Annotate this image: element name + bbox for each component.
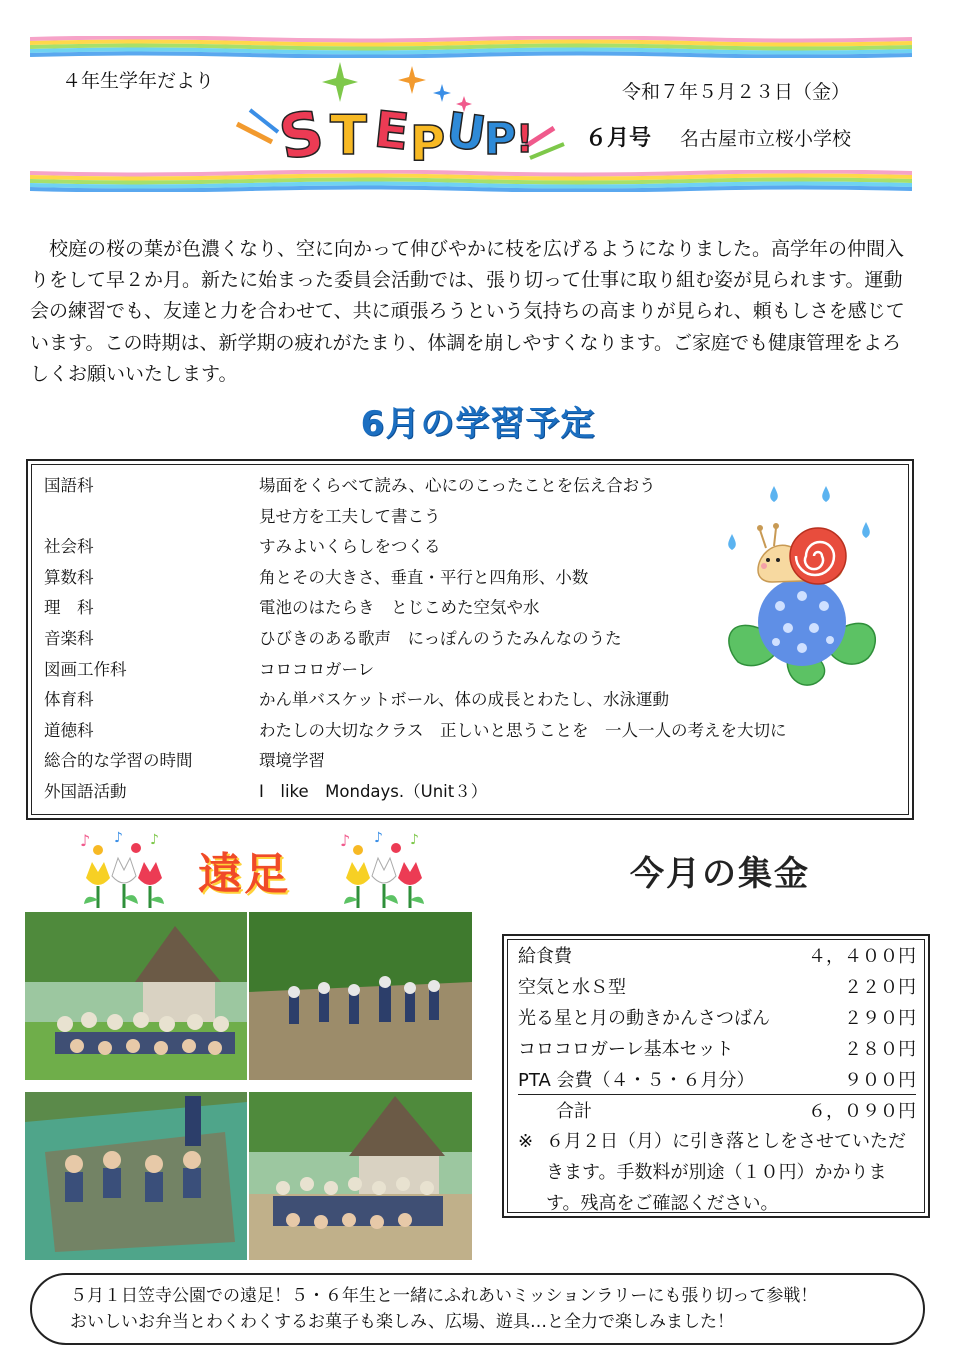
- schedule-subject: 図画工作科: [44, 659, 127, 679]
- fee-item: [518, 973, 916, 1003]
- issue-number: ６月号: [585, 126, 652, 151]
- schedule-content: 電池のはたらき とじこめた空気や水: [259, 598, 540, 618]
- tulip-decoration-right: [336, 828, 436, 910]
- caption-line-2: おいしいお弁当とわくわくするお菓子も楽しみ、広場、遊具…と全力で楽しみました！: [70, 1312, 735, 1332]
- intro-paragraph: [30, 234, 910, 390]
- svg-text:P: P: [484, 114, 517, 165]
- intro-text: 校庭の桜の葉が色濃くなり、空に向かって伸びやかに枝を広げるようになりました。高学年の仲間入りをして早２か月。新たに始まった委員会活動では、張り切って仕事に取り組む姿が見られます。運動会の練習でも、友達と力を合わせて、共に頑張ろうという気持ちの高まりが見られ、頼もしさを感じています。この時期は、新学期の疲れがたまり、体調を崩しやすくなります。ご家庭でも健康管理をよろしくお願いいたします。: [30, 238, 905, 385]
- svg-text:T: T: [330, 104, 367, 167]
- snail-hydrangea-illustration: [718, 482, 888, 692]
- rainbow-stripe-top: [30, 36, 912, 58]
- schedule-subject: 理 科: [44, 598, 94, 618]
- grade-newsletter-title: ４年生学年だより: [62, 70, 215, 92]
- excursion-photo-1: [25, 912, 247, 1080]
- schedule-subject: 社会科: [44, 537, 94, 557]
- schedule-content: かん単バスケットボール、体の成長とわたし、水泳運動: [259, 690, 670, 710]
- caption-line-1: ５月１日笠寺公園での遠足！５・６年生と一緒にふれあいミッションラリーにも張り切って参戦！: [70, 1286, 818, 1306]
- schedule-content: 環境学習: [259, 751, 325, 771]
- fee-item-amount: ４，４００円: [808, 946, 916, 967]
- svg-text:!: !: [516, 117, 534, 161]
- excursion-photo-3: [25, 1092, 247, 1260]
- step-up-logo: [232, 56, 572, 174]
- fee-item-amount: ２９０円: [844, 1008, 916, 1029]
- excursion-photo-4: [249, 1092, 472, 1260]
- schedule-subject: 音楽科: [44, 629, 94, 648]
- schedule-subject: 道徳科: [44, 720, 94, 740]
- fee-item: [518, 1066, 916, 1095]
- fees-box: [502, 934, 930, 1218]
- svg-text:♪: ♪: [114, 830, 123, 846]
- fee-item-name: コロコロガーレ基本セット: [518, 1039, 734, 1060]
- fee-item: [518, 942, 916, 972]
- note-text: ６月２日（月）に引き落としをさせていただきます。手数料が別途（１０円）かかります。残高をご確認ください。: [546, 1131, 906, 1214]
- svg-text:E: E: [371, 100, 412, 162]
- fee-item: [518, 1035, 916, 1065]
- fee-total-label: 合計: [556, 1101, 592, 1122]
- svg-text:♪: ♪: [410, 832, 419, 848]
- school-name: 名古屋市立桜小学校: [680, 128, 852, 150]
- svg-text:♪: ♪: [150, 832, 159, 848]
- schedule-title: 6月の学習予定: [360, 404, 596, 444]
- schedule-subject: 外国語活動: [44, 782, 127, 801]
- fee-note: [518, 1126, 918, 1219]
- schedule-subject: 算数科: [44, 567, 94, 587]
- schedule-content: 角とその大きさ、垂直・平行と四角形、小数: [259, 567, 589, 587]
- fee-item-name: PTA 会費（４・５・６月分）: [518, 1070, 755, 1091]
- fee-total-amount: ６，０９０円: [808, 1101, 916, 1122]
- tulip-decoration-left: [76, 828, 176, 910]
- fee-item-name: 給食費: [518, 946, 572, 967]
- excursion-caption-bubble: [30, 1273, 925, 1345]
- schedule-content: I like Mondays.（Unit３）: [259, 782, 488, 801]
- schedule-content: すみよいくらしをつくる: [259, 537, 441, 557]
- fee-item-amount: ２２０円: [844, 977, 916, 998]
- schedule-content: 見せ方を工夫して書こう: [259, 506, 441, 526]
- schedule-subject: 国語科: [44, 476, 94, 495]
- schedule-subject: 総合的な学習の時間: [44, 751, 193, 771]
- fee-item-amount: ２８０円: [844, 1039, 916, 1060]
- fee-item-name: 空気と水Ｓ型: [518, 977, 626, 998]
- issue-date: 令和７年５月２３日（金）: [622, 81, 851, 103]
- svg-text:♪: ♪: [80, 831, 91, 850]
- note-mark: ※: [518, 1131, 534, 1152]
- excursion-title: 遠足: [198, 849, 290, 900]
- svg-text:♪: ♪: [340, 831, 351, 850]
- schedule-content: 場面をくらべて読み、心にのこったことを伝え合おう: [259, 476, 656, 495]
- fee-item: [518, 1004, 916, 1034]
- fees-title: 今月の集金: [630, 854, 810, 894]
- fee-total: [518, 1097, 916, 1127]
- schedule-content: コロコロガーレ: [259, 659, 375, 679]
- svg-text:P: P: [410, 116, 446, 172]
- schedule-content: わたしの大切なクラス 正しいと思うことを 一人一人の考えを大切に: [259, 720, 787, 740]
- svg-text:♪: ♪: [374, 830, 383, 846]
- schedule-content: ひびきのある歌声 にっぽんのうたみんなのうた: [259, 629, 622, 648]
- schedule-subject: 体育科: [44, 690, 94, 710]
- svg-text:U: U: [442, 102, 490, 163]
- svg-text:S: S: [274, 97, 329, 174]
- fee-item-name: 光る星と月の動きかんさつばん: [518, 1008, 770, 1029]
- fee-item-amount: ９００円: [844, 1070, 916, 1091]
- excursion-photo-2: [249, 912, 472, 1080]
